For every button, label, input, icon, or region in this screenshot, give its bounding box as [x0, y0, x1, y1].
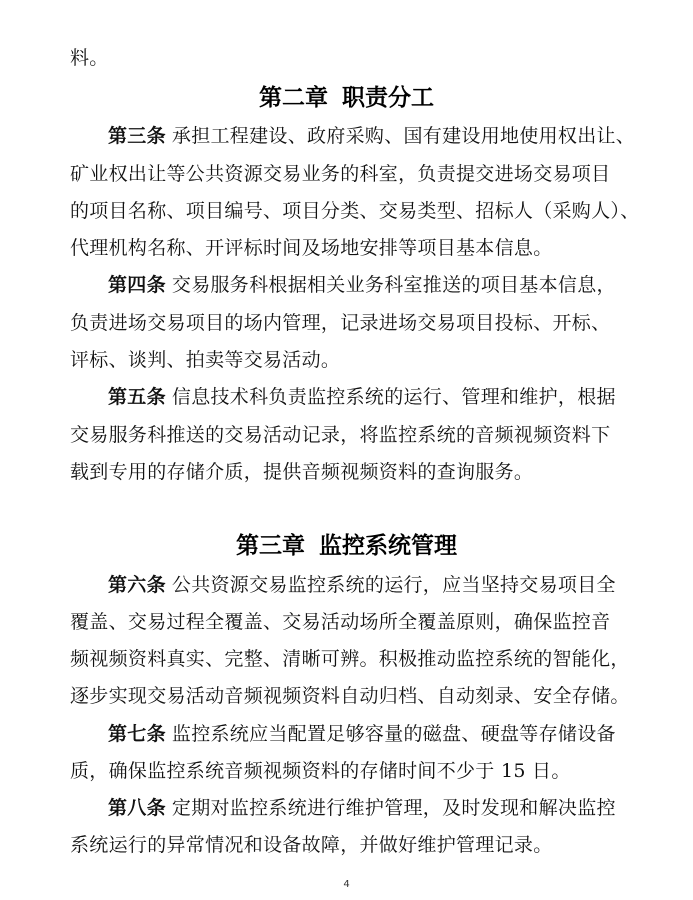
continuation-text: 料。	[70, 47, 109, 69]
article-number: 第八条	[108, 797, 166, 819]
chapter-heading-2	[0, 82, 693, 114]
article-5-line-3: 载到专用的存储介质，提供音频视频资料的查询服务。	[70, 461, 534, 483]
article-5-line-2: 交易服务科推送的交易活动记录，将监控系统的音频视频资料下	[70, 424, 611, 446]
article-6-line-1: 第六条 公共资源交易监控系统的运行，应当坚持交易项目全	[108, 574, 616, 596]
article-4-line-2: 负责进场交易项目的场内管理，记录进场交易项目投标、开标、	[70, 312, 611, 334]
chapter-heading-3	[0, 530, 693, 562]
article-4-line-3: 评标、谈判、拍卖等交易活动。	[70, 349, 341, 371]
article-6-line-2: 覆盖、交易过程全覆盖、交易活动场所全覆盖原则，确保监控音	[70, 611, 611, 633]
article-6-line-4: 逐步实现交易活动音频视频资料自动归档、自动刻录、安全存储。	[70, 685, 630, 707]
chapter-title: 职责分工	[342, 85, 434, 111]
article-8-line-2: 系统运行的异常情况和设备故障，并做好维护管理记录。	[70, 834, 553, 856]
article-8-line-1: 第八条 定期对监控系统进行维护管理，及时发现和解决监控	[108, 797, 616, 819]
article-7-line-2: 质，确保监控系统音频视频资料的存储时间不少于 15 日。	[70, 760, 571, 782]
article-number: 第五条	[108, 386, 166, 408]
article-6-line-3: 频视频资料真实、完整、清晰可辨。积极推动监控系统的智能化，	[70, 648, 630, 670]
article-number: 第七条	[108, 723, 166, 745]
chapter-number: 第二章	[259, 85, 328, 111]
article-3-line-1: 第三条 承担工程建设、政府采购、国有建设用地使用权出让、	[108, 125, 636, 147]
page-number: 4	[343, 879, 350, 890]
chapter-title: 监控系统管理	[319, 533, 457, 559]
article-7-line-1: 第七条 监控系统应当配置足够容量的磁盘、硬盘等存储设备	[108, 723, 616, 745]
chapter-number: 第三章	[236, 533, 305, 559]
article-number: 第六条	[108, 574, 166, 596]
article-4-line-1: 第四条 交易服务科根据相关业务科室推送的项目基本信息，	[108, 274, 616, 296]
article-number: 第三条	[108, 125, 166, 147]
article-3-line-2: 矿业权出让等公共资源交易业务的科室，负责提交进场交易项目	[70, 163, 611, 185]
article-number: 第四条	[108, 274, 166, 296]
article-3-line-3: 的项目名称、项目编号、项目分类、交易类型、招标人（采购人）、	[70, 200, 640, 222]
article-5-line-1: 第五条 信息技术科负责监控系统的运行、管理和维护，根据	[108, 386, 616, 408]
article-3-line-4: 代理机构名称、开评标时间及场地安排等项目基本信息。	[70, 237, 553, 259]
